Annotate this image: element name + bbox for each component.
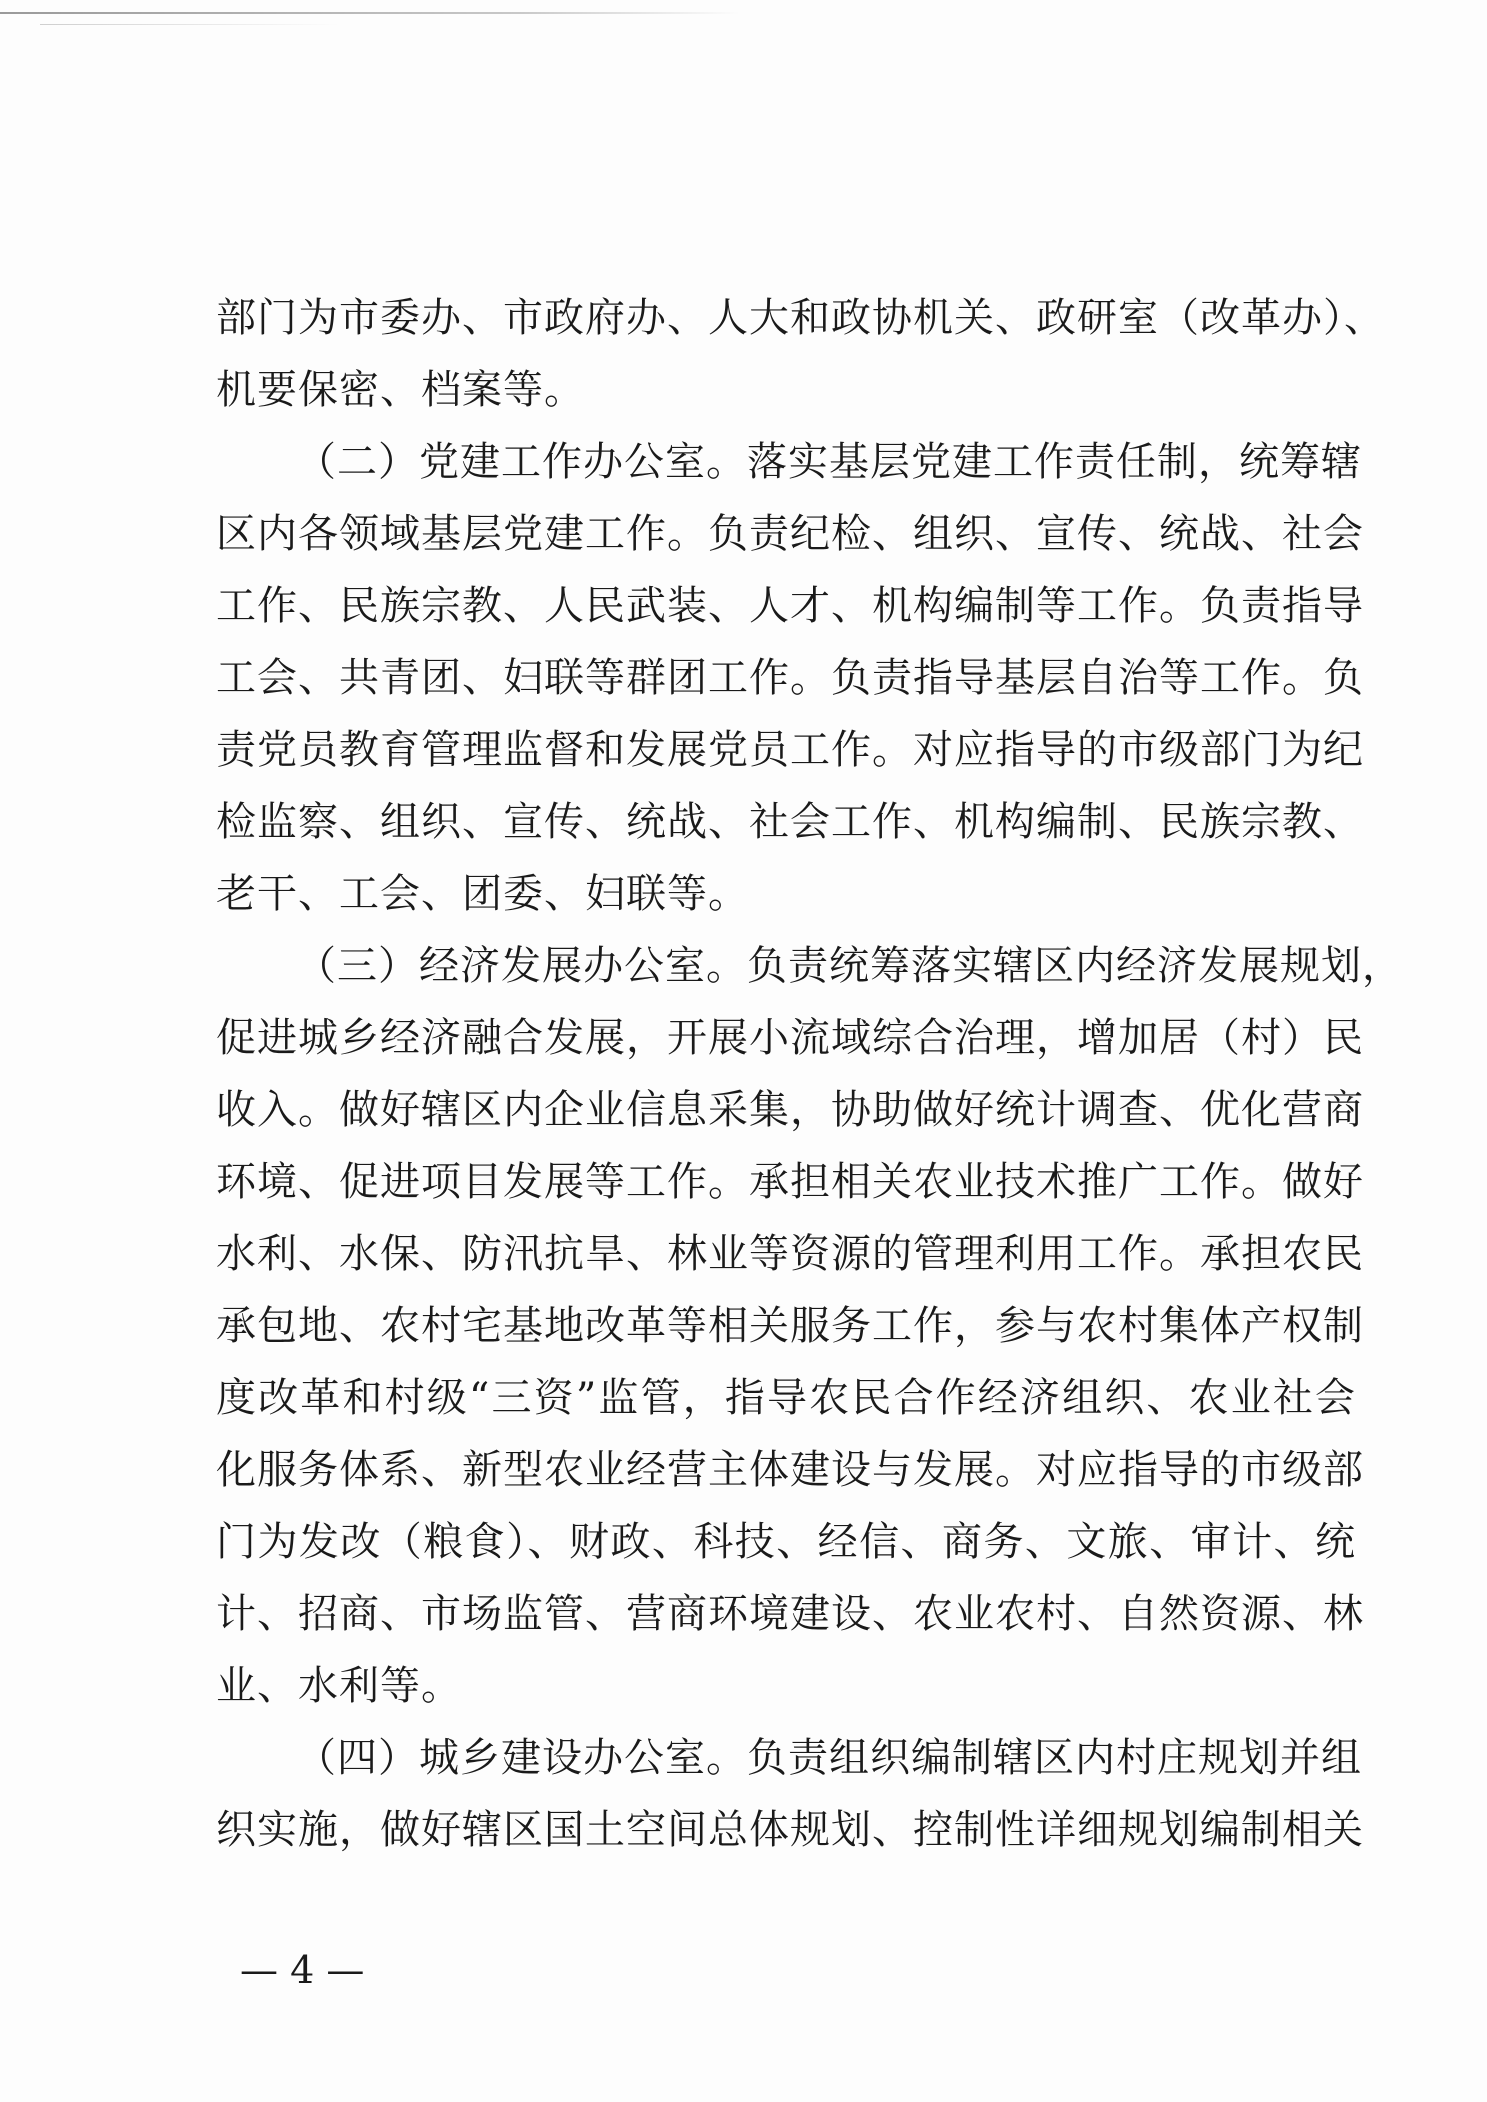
text-line: 责党员教育管理监督和发展党员工作。对应指导的市级部门为纪 [216, 727, 1364, 773]
text-line: 度改革和村级“三资”监管，指导农民合作经济组织、农业社会 [216, 1375, 1356, 1421]
text-line: 检监察、组织、宣传、统战、社会工作、机构编制、民族宗教、 [216, 799, 1364, 845]
scan-artifact-line [0, 12, 740, 14]
text-line: 承包地、农村宅基地改革等相关服务工作，参与农村集体产权制 [216, 1303, 1364, 1349]
text-line: 收入。做好辖区内企业信息采集，协助做好统计调查、优化营商 [216, 1087, 1364, 1133]
text-line: 促进城乡经济融合发展，开展小流域综合治理，增加居（村）民 [216, 1015, 1364, 1061]
body-text [216, 282, 1403, 1866]
text-line: 业、水利等。 [216, 1663, 462, 1709]
text-line: 工作、民族宗教、人民武装、人才、机构编制等工作。负责指导 [216, 583, 1364, 629]
text-line: 机要保密、档案等。 [216, 367, 585, 413]
text-line: （二）党建工作办公室。落实基层党建工作责任制，统筹辖 [296, 439, 1362, 485]
text-line: 部门为市委办、市政府办、人大和政协机关、政研室（改革办）、 [216, 295, 1385, 341]
text-line: 环境、促进项目发展等工作。承担相关农业技术推广工作。做好 [216, 1159, 1364, 1205]
page-number: — 4 — [240, 1948, 365, 1992]
text-line: 门为发改（粮食）、财政、科技、经信、商务、文旅、审计、统 [216, 1519, 1356, 1565]
text-line: （三）经济发展办公室。负责统筹落实辖区内经济发展规划， [296, 943, 1403, 989]
text-line: 织实施，做好辖区国土空间总体规划、控制性详细规划编制相关 [216, 1807, 1364, 1853]
text-line: （四）城乡建设办公室。负责组织编制辖区内村庄规划并组 [296, 1735, 1362, 1781]
text-line: 水利、水保、防汛抗旱、林业等资源的管理利用工作。承担农民 [216, 1231, 1364, 1277]
text-line: 工会、共青团、妇联等群团工作。负责指导基层自治等工作。负 [216, 655, 1364, 701]
scan-artifact-line [40, 24, 340, 25]
text-line: 老干、工会、团委、妇联等。 [216, 871, 749, 917]
text-line: 区内各领域基层党建工作。负责纪检、组织、宣传、统战、社会 [216, 511, 1364, 557]
text-line: 计、招商、市场监管、营商环境建设、农业农村、自然资源、林 [216, 1591, 1364, 1637]
text-line: 化服务体系、新型农业经营主体建设与发展。对应指导的市级部 [216, 1447, 1364, 1493]
